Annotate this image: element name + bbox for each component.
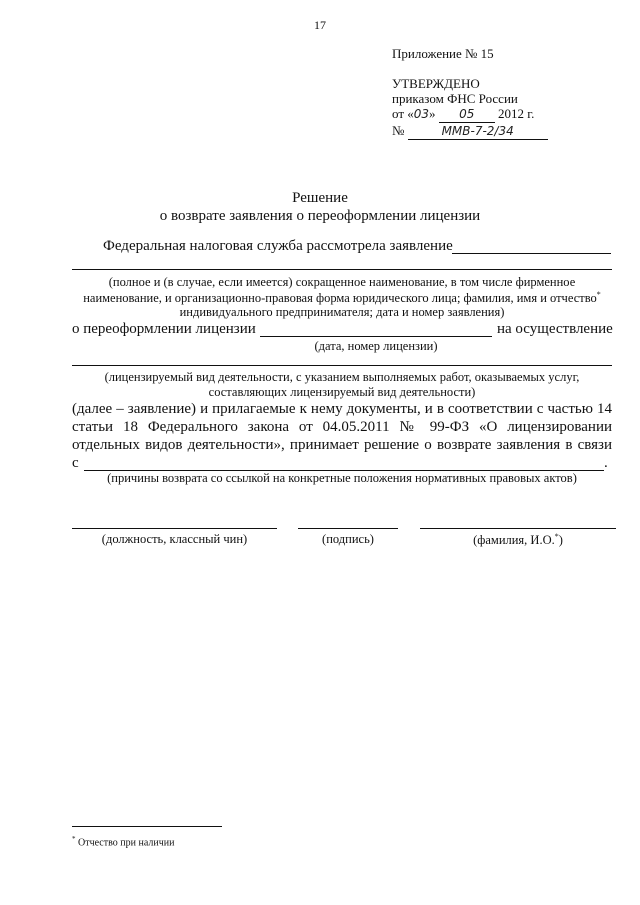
activity-hint-line-2: составляющих лицензируемый вид деятельности): [208, 385, 476, 399]
date-year: 2012 г.: [498, 106, 535, 121]
footnote-mark: *: [72, 835, 76, 843]
decision-text-end: .: [604, 455, 608, 471]
name-footnote-mark: *: [554, 532, 559, 541]
date-day-handwritten: 03: [413, 107, 430, 121]
decision-text-prefix: с: [72, 455, 79, 471]
reissue-prefix: о переоформлении лицензии: [72, 321, 256, 337]
reason-hint: (причины возврата со ссылкой на конкретные положения нормативных правовых актов): [107, 471, 577, 485]
applicant-hint-line-2: наименование, и организационно-правовая форма юридического лица; фамилия, имя и отчество*: [83, 290, 601, 306]
approved-label: УТВЕРЖДЕНО: [392, 76, 480, 91]
footnote-text: Отчество при наличии: [75, 837, 175, 849]
number-prefix: №: [392, 123, 405, 138]
activity-hint-line-1: (лицензируемый вид деятельности, с указанием выполняемых работ, оказываемых услуг,: [104, 370, 580, 384]
approval-number: [392, 123, 548, 140]
page-number: 17: [314, 18, 326, 32]
appendix-label: Приложение № 15: [392, 46, 494, 61]
date-month-handwritten: 05: [439, 107, 495, 123]
license-fill-line[interactable]: [260, 336, 492, 337]
approval-block: [392, 76, 548, 140]
application-fill-line[interactable]: [452, 253, 611, 254]
signature-fill-line[interactable]: [298, 528, 398, 529]
order-of-label: приказом ФНС России: [392, 91, 518, 106]
position-fill-line[interactable]: [72, 528, 277, 529]
document-title: Решение: [292, 190, 348, 206]
decision-text-line-2: статьи 18 Федерального закона от 04.05.2011 № 99-ФЗ «О лицензировании: [72, 419, 612, 435]
date-prefix: от «: [392, 106, 414, 121]
approval-date: [392, 106, 548, 123]
decision-text-line-1: (далее – заявление) и прилагаемые к нему документы, и в соответствии с частью 14: [72, 401, 612, 417]
position-hint: (должность, классный чин): [101, 532, 248, 546]
applicant-hint-line-1: (полное и (в случае, если имеется) сокращенное наименование, в том числе фирменное: [108, 275, 576, 289]
footnote-ref-mark: *: [596, 290, 601, 299]
date-mid: »: [429, 106, 439, 121]
footnote-separator: [72, 826, 222, 827]
license-hint: (дата, номер лицензии): [314, 339, 438, 353]
decision-text-line-3: отдельных видов деятельности», принимает решение о возврате заявления в связи: [72, 437, 612, 453]
applicant-hint-line-3: индивидуального предпринимателя; дата и номер заявления): [179, 305, 505, 319]
name-hint: (фамилия, И.О.*): [473, 532, 563, 548]
applicant-fill-line[interactable]: [72, 269, 612, 270]
review-statement: Федеральная налоговая служба рассмотрела заявление: [103, 238, 453, 254]
signature-hint: (подпись): [322, 532, 374, 546]
document-subtitle: о возврате заявления о переоформлении лицензии: [159, 208, 481, 224]
activity-fill-line[interactable]: [72, 365, 612, 366]
reissue-suffix: на осуществление: [497, 321, 613, 337]
number-handwritten: ММВ-7-2/34: [408, 124, 548, 140]
name-fill-line[interactable]: [420, 528, 616, 529]
footnote: [72, 835, 174, 848]
